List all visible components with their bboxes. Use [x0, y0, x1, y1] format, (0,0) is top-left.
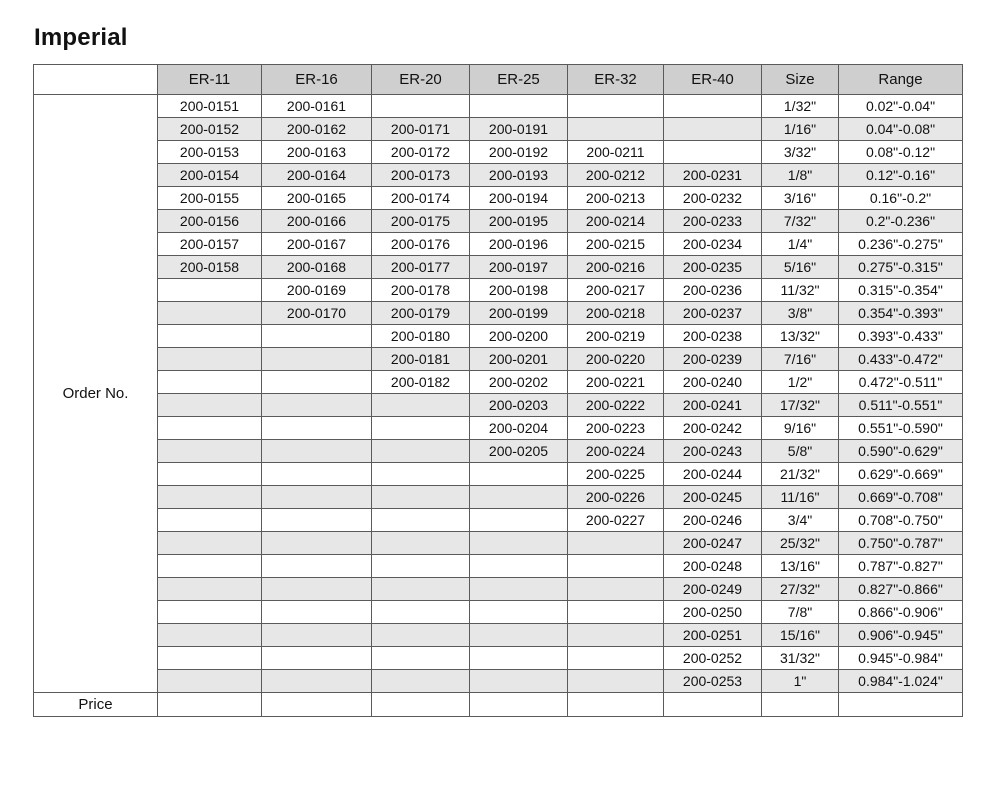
cell-size: 31/32": [762, 647, 839, 670]
cell-er-20: [372, 463, 470, 486]
cell-er-16: [262, 440, 372, 463]
cell-size: 1/8": [762, 164, 839, 187]
cell-er-25: [470, 463, 568, 486]
cell-size: 25/32": [762, 532, 839, 555]
cell-er-20: 200-0180: [372, 325, 470, 348]
cell-er-40: 200-0241: [664, 394, 762, 417]
table-row: [34, 647, 963, 670]
cell-er-11: 200-0156: [158, 210, 262, 233]
cell-er-11: 200-0152: [158, 118, 262, 141]
cell-range: 0.04"-0.08": [839, 118, 963, 141]
cell-er-32: 200-0216: [568, 256, 664, 279]
cell-er-16: [262, 486, 372, 509]
cell-range: 0.945"-0.984": [839, 647, 963, 670]
cell-er-11: 200-0158: [158, 256, 262, 279]
cell-er-32: 200-0220: [568, 348, 664, 371]
cell-er-11: [158, 440, 262, 463]
cell-er-32: 200-0227: [568, 509, 664, 532]
cell-er-11: [158, 647, 262, 670]
cell-er-16: [262, 325, 372, 348]
cell-er-32: 200-0214: [568, 210, 664, 233]
cell-er-11: [158, 578, 262, 601]
cell-er-25: [470, 486, 568, 509]
column-header-er-11: ER-11: [158, 65, 262, 95]
cell-er-16: [262, 463, 372, 486]
cell-er-11: [158, 371, 262, 394]
cell-er-20: [372, 486, 470, 509]
cell-er-20: 200-0182: [372, 371, 470, 394]
cell-er-20: [372, 647, 470, 670]
cell-size: 3/8": [762, 302, 839, 325]
cell-er-20: [372, 555, 470, 578]
cell-er-11: [158, 348, 262, 371]
cell-er-20: 200-0181: [372, 348, 470, 371]
cell-er-25: 200-0194: [470, 187, 568, 210]
cell-er-11: 200-0154: [158, 164, 262, 187]
cell-er-40: 200-0244: [664, 463, 762, 486]
cell-er-25: [470, 601, 568, 624]
cell-er-20: 200-0179: [372, 302, 470, 325]
table-row: [34, 279, 963, 302]
cell-er-25: 200-0198: [470, 279, 568, 302]
cell-range: 0.511"-0.551": [839, 394, 963, 417]
table-row: [34, 578, 963, 601]
price-cell-er-25: [470, 693, 568, 717]
table-header-row: [34, 65, 963, 95]
cell-er-11: 200-0155: [158, 187, 262, 210]
cell-er-16: 200-0168: [262, 256, 372, 279]
column-header-er-32: ER-32: [568, 65, 664, 95]
cell-er-11: [158, 463, 262, 486]
cell-er-32: 200-0224: [568, 440, 664, 463]
column-header-range: Range: [839, 65, 963, 95]
cell-er-40: 200-0249: [664, 578, 762, 601]
cell-range: 0.393"-0.433": [839, 325, 963, 348]
cell-er-16: [262, 532, 372, 555]
cell-er-11: 200-0151: [158, 95, 262, 118]
cell-range: 0.236"-0.275": [839, 233, 963, 256]
cell-er-20: 200-0175: [372, 210, 470, 233]
cell-er-20: 200-0174: [372, 187, 470, 210]
cell-er-40: 200-0247: [664, 532, 762, 555]
cell-range: 0.551"-0.590": [839, 417, 963, 440]
cell-er-32: [568, 670, 664, 693]
cell-er-40: 200-0251: [664, 624, 762, 647]
price-cell-er-11: [158, 693, 262, 717]
table-row: [34, 348, 963, 371]
cell-size: 5/8": [762, 440, 839, 463]
cell-er-40: 200-0246: [664, 509, 762, 532]
cell-range: 0.750"-0.787": [839, 532, 963, 555]
table-row: [34, 601, 963, 624]
cell-er-25: [470, 95, 568, 118]
cell-size: 13/32": [762, 325, 839, 348]
cell-size: 11/32": [762, 279, 839, 302]
cell-er-40: 200-0234: [664, 233, 762, 256]
cell-er-25: 200-0202: [470, 371, 568, 394]
table-row: [34, 371, 963, 394]
cell-er-16: [262, 555, 372, 578]
cell-er-32: 200-0212: [568, 164, 664, 187]
cell-er-16: [262, 394, 372, 417]
cell-er-20: [372, 578, 470, 601]
cell-er-25: 200-0195: [470, 210, 568, 233]
cell-size: 1/32": [762, 95, 839, 118]
cell-er-32: 200-0219: [568, 325, 664, 348]
cell-er-32: [568, 578, 664, 601]
cell-range: 0.12"-0.16": [839, 164, 963, 187]
cell-er-32: 200-0225: [568, 463, 664, 486]
cell-er-32: [568, 647, 664, 670]
cell-er-16: [262, 601, 372, 624]
cell-er-32: [568, 601, 664, 624]
cell-er-32: 200-0215: [568, 233, 664, 256]
cell-er-25: [470, 647, 568, 670]
price-cell-range: [839, 693, 963, 717]
cell-er-20: 200-0176: [372, 233, 470, 256]
cell-range: 0.866"-0.906": [839, 601, 963, 624]
cell-er-32: [568, 555, 664, 578]
cell-er-25: [470, 624, 568, 647]
table-row: [34, 486, 963, 509]
table-row: [34, 325, 963, 348]
cell-er-40: 200-0237: [664, 302, 762, 325]
cell-er-16: 200-0169: [262, 279, 372, 302]
cell-er-40: 200-0235: [664, 256, 762, 279]
cell-er-25: 200-0205: [470, 440, 568, 463]
cell-size: 11/16": [762, 486, 839, 509]
cell-er-40: 200-0252: [664, 647, 762, 670]
cell-er-16: [262, 348, 372, 371]
column-header-er-16: ER-16: [262, 65, 372, 95]
table-row: [34, 624, 963, 647]
cell-er-32: 200-0218: [568, 302, 664, 325]
cell-er-32: [568, 624, 664, 647]
cell-er-11: [158, 555, 262, 578]
cell-er-25: [470, 532, 568, 555]
cell-er-11: [158, 325, 262, 348]
cell-er-11: [158, 670, 262, 693]
table-row: [34, 256, 963, 279]
cell-er-25: [470, 509, 568, 532]
table-row: [34, 118, 963, 141]
cell-er-11: [158, 486, 262, 509]
cell-er-40: 200-0250: [664, 601, 762, 624]
cell-er-16: 200-0162: [262, 118, 372, 141]
price-label: Price: [34, 693, 158, 717]
price-cell-er-16: [262, 693, 372, 717]
cell-er-11: [158, 509, 262, 532]
table-row: [34, 394, 963, 417]
cell-er-20: [372, 601, 470, 624]
column-header-er-20: ER-20: [372, 65, 470, 95]
cell-size: 5/16": [762, 256, 839, 279]
cell-er-20: [372, 532, 470, 555]
cell-er-32: [568, 532, 664, 555]
cell-er-25: 200-0204: [470, 417, 568, 440]
cell-er-40: 200-0242: [664, 417, 762, 440]
cell-er-32: 200-0217: [568, 279, 664, 302]
cell-er-25: 200-0196: [470, 233, 568, 256]
cell-er-25: [470, 670, 568, 693]
cell-range: 0.315"-0.354": [839, 279, 963, 302]
cell-size: 9/16": [762, 417, 839, 440]
cell-er-25: 200-0197: [470, 256, 568, 279]
cell-range: 0.16"-0.2": [839, 187, 963, 210]
cell-er-11: [158, 601, 262, 624]
table-row: [34, 302, 963, 325]
cell-range: 0.275"-0.315": [839, 256, 963, 279]
cell-er-16: [262, 624, 372, 647]
cell-er-16: 200-0167: [262, 233, 372, 256]
cell-er-25: [470, 578, 568, 601]
cell-er-25: 200-0201: [470, 348, 568, 371]
table-row: [34, 417, 963, 440]
price-cell-size: [762, 693, 839, 717]
cell-range: 0.433"-0.472": [839, 348, 963, 371]
cell-er-16: [262, 371, 372, 394]
cell-size: 7/8": [762, 601, 839, 624]
table-row: [34, 187, 963, 210]
cell-er-25: [470, 555, 568, 578]
cell-size: 15/16": [762, 624, 839, 647]
cell-er-40: 200-0238: [664, 325, 762, 348]
cell-range: 0.472"-0.511": [839, 371, 963, 394]
cell-er-20: [372, 670, 470, 693]
table-row: [34, 670, 963, 693]
cell-er-20: 200-0178: [372, 279, 470, 302]
page-title: Imperial: [34, 24, 128, 51]
cell-er-32: 200-0221: [568, 371, 664, 394]
cell-size: 21/32": [762, 463, 839, 486]
cell-er-40: 200-0231: [664, 164, 762, 187]
cell-er-20: [372, 509, 470, 532]
cell-er-25: 200-0193: [470, 164, 568, 187]
table-row: [34, 95, 963, 118]
cell-er-11: [158, 394, 262, 417]
cell-er-40: 200-0245: [664, 486, 762, 509]
cell-er-32: 200-0222: [568, 394, 664, 417]
cell-er-20: 200-0173: [372, 164, 470, 187]
cell-er-40: 200-0240: [664, 371, 762, 394]
cell-range: 0.984"-1.024": [839, 670, 963, 693]
cell-er-20: [372, 394, 470, 417]
cell-size: 3/32": [762, 141, 839, 164]
table-row: [34, 555, 963, 578]
cell-er-32: 200-0226: [568, 486, 664, 509]
cell-er-25: 200-0191: [470, 118, 568, 141]
cell-er-20: [372, 624, 470, 647]
cell-er-40: 200-0248: [664, 555, 762, 578]
cell-er-25: 200-0192: [470, 141, 568, 164]
cell-er-20: [372, 417, 470, 440]
table-row: [34, 210, 963, 233]
cell-size: 1": [762, 670, 839, 693]
cell-size: 1/16": [762, 118, 839, 141]
cell-er-16: [262, 647, 372, 670]
cell-size: 17/32": [762, 394, 839, 417]
cell-er-16: 200-0166: [262, 210, 372, 233]
cell-er-11: 200-0153: [158, 141, 262, 164]
cell-er-16: 200-0161: [262, 95, 372, 118]
cell-range: 0.906"-0.945": [839, 624, 963, 647]
cell-er-16: 200-0165: [262, 187, 372, 210]
cell-er-16: 200-0164: [262, 164, 372, 187]
cell-er-40: 200-0243: [664, 440, 762, 463]
cell-er-40: [664, 118, 762, 141]
cell-er-11: 200-0157: [158, 233, 262, 256]
cell-er-32: 200-0211: [568, 141, 664, 164]
cell-er-40: 200-0253: [664, 670, 762, 693]
table-row: [34, 233, 963, 256]
cell-range: 0.787"-0.827": [839, 555, 963, 578]
cell-range: 0.827"-0.866": [839, 578, 963, 601]
cell-er-11: [158, 302, 262, 325]
cell-er-16: [262, 670, 372, 693]
cell-er-40: 200-0239: [664, 348, 762, 371]
cell-er-25: 200-0200: [470, 325, 568, 348]
header-corner-cell: [34, 65, 158, 95]
column-header-er-40: ER-40: [664, 65, 762, 95]
cell-range: 0.2"-0.236": [839, 210, 963, 233]
cell-er-16: 200-0170: [262, 302, 372, 325]
order-no-label: Order No.: [34, 95, 158, 693]
price-cell-er-40: [664, 693, 762, 717]
cell-size: 1/2": [762, 371, 839, 394]
cell-er-40: [664, 141, 762, 164]
cell-size: 3/4": [762, 509, 839, 532]
cell-er-11: [158, 624, 262, 647]
cell-er-16: [262, 578, 372, 601]
cell-er-16: [262, 509, 372, 532]
cell-size: 1/4": [762, 233, 839, 256]
cell-size: 7/32": [762, 210, 839, 233]
cell-range: 0.02"-0.04": [839, 95, 963, 118]
cell-range: 0.708"-0.750": [839, 509, 963, 532]
cell-range: 0.354"-0.393": [839, 302, 963, 325]
cell-range: 0.08"-0.12": [839, 141, 963, 164]
cell-er-32: 200-0223: [568, 417, 664, 440]
cell-size: 13/16": [762, 555, 839, 578]
cell-er-16: [262, 417, 372, 440]
cell-er-20: 200-0177: [372, 256, 470, 279]
table-row: [34, 509, 963, 532]
cell-range: 0.669"-0.708": [839, 486, 963, 509]
cell-er-40: 200-0232: [664, 187, 762, 210]
cell-range: 0.590"-0.629": [839, 440, 963, 463]
imperial-order-table: [33, 64, 963, 717]
cell-size: 7/16": [762, 348, 839, 371]
cell-er-11: [158, 279, 262, 302]
cell-er-20: 200-0171: [372, 118, 470, 141]
cell-er-32: 200-0213: [568, 187, 664, 210]
cell-er-40: 200-0236: [664, 279, 762, 302]
column-header-er-25: ER-25: [470, 65, 568, 95]
cell-er-20: [372, 95, 470, 118]
cell-size: 27/32": [762, 578, 839, 601]
price-cell-er-20: [372, 693, 470, 717]
price-cell-er-32: [568, 693, 664, 717]
cell-size: 3/16": [762, 187, 839, 210]
cell-er-25: 200-0199: [470, 302, 568, 325]
table-row: [34, 532, 963, 555]
cell-er-20: [372, 440, 470, 463]
table-row: [34, 440, 963, 463]
table-row: [34, 463, 963, 486]
cell-er-16: 200-0163: [262, 141, 372, 164]
cell-er-11: [158, 532, 262, 555]
table-row: [34, 141, 963, 164]
cell-er-20: 200-0172: [372, 141, 470, 164]
table-row: [34, 164, 963, 187]
cell-range: 0.629"-0.669": [839, 463, 963, 486]
cell-er-40: [664, 95, 762, 118]
cell-er-25: 200-0203: [470, 394, 568, 417]
cell-er-11: [158, 417, 262, 440]
cell-er-32: [568, 95, 664, 118]
cell-er-32: [568, 118, 664, 141]
table-body: [34, 95, 963, 717]
price-row: [34, 693, 963, 717]
cell-er-40: 200-0233: [664, 210, 762, 233]
column-header-size: Size: [762, 65, 839, 95]
